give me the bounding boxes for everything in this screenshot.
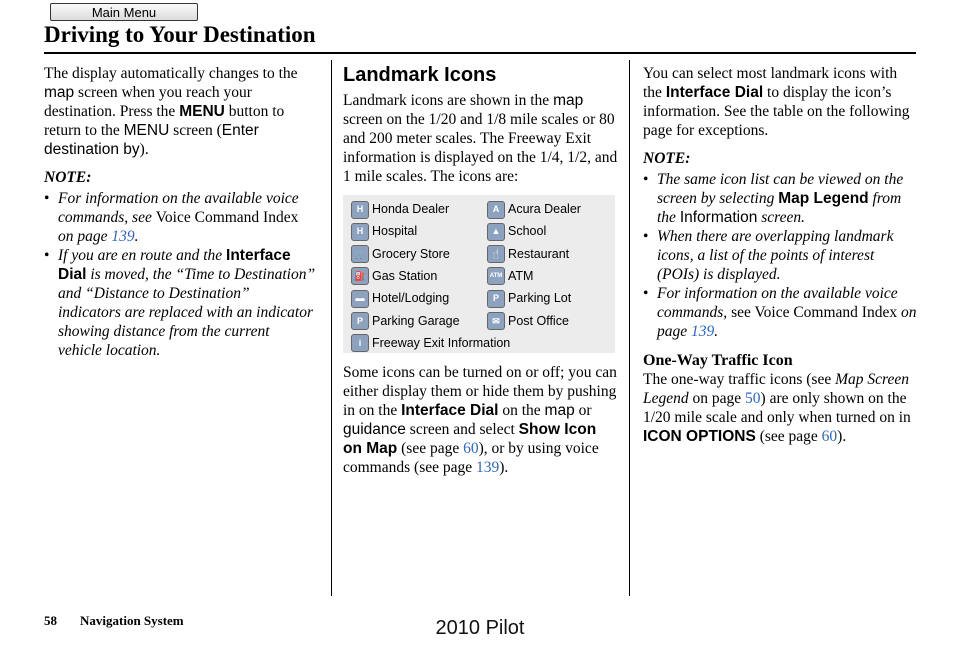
landmark-label: Grocery Store <box>372 246 450 261</box>
parking-garage-icon: P <box>351 312 369 330</box>
bed-icon: ▬ <box>351 290 369 308</box>
landmark-atm <box>487 267 533 286</box>
intro-paragraph: The display automatically changes to the map screen when you reach your destination. Press the MENU button to return to the MENU screen (Enter destination by). <box>44 65 298 158</box>
watermark: 2010 Pilot <box>435 617 525 639</box>
mailbox-icon: ✉ <box>487 312 505 330</box>
column-divider-left <box>331 60 332 596</box>
footer-label: Navigation System <box>80 613 184 628</box>
landmark-restaurant <box>487 245 569 264</box>
cart-icon: 🛒 <box>351 245 369 263</box>
page-link[interactable]: 139 <box>476 459 500 476</box>
honda-icon: H <box>351 201 369 219</box>
landmark-honda <box>351 200 449 219</box>
page-number: 58 <box>44 613 57 628</box>
one-way-traffic-heading: One-Way Traffic Icon <box>643 352 793 369</box>
landmark-school <box>487 222 546 241</box>
landmark-label: Freeway Exit Information <box>372 335 511 350</box>
title-rule <box>44 52 916 54</box>
gas-pump-icon: ⛽ <box>351 267 369 285</box>
note-item: • When there are overlapping landmark icons, a list of the points of interest (POIs) is displayed. <box>643 227 919 284</box>
landmark-bed <box>351 289 449 308</box>
note-heading: NOTE: <box>643 150 691 167</box>
note-heading: NOTE: <box>44 169 92 186</box>
acura-icon: A <box>487 201 505 219</box>
landmark-icon-legend <box>343 195 615 353</box>
landmark-hospital <box>351 222 417 241</box>
page-title: Driving to Your Destination <box>44 22 316 47</box>
landmark-parking <box>487 289 571 308</box>
one-way-traffic-paragraph: The one-way traffic icons (see Map Screen Legend on page 50) are only shown on the 1/20 mile scale and only when turned on in ICON OPTIONS (see page 60). <box>643 371 911 445</box>
landmark-acura <box>487 200 581 219</box>
landmark-info <box>351 334 510 353</box>
parking-icon: P <box>487 290 505 308</box>
landmark-parking-garage <box>351 312 460 331</box>
landmark-intro-paragraph: Landmark icons are shown in the map screen on the 1/20 and 1/8 mile scales or 80 and 200 meter scales. The Freeway Exit information is displayed on the 1/4, 1/2, and 1 mile scales. The icons are: <box>343 92 618 185</box>
main-menu-button[interactable]: Main Menu <box>50 3 198 21</box>
landmark-icons-heading: Landmark Icons <box>343 64 497 86</box>
landmark-label: School <box>508 224 547 239</box>
page-link[interactable]: 60 <box>463 440 479 457</box>
page-link[interactable]: 60 <box>821 428 838 445</box>
note-item: • For information on the available voice commands, see Voice Command Index on page 139. <box>643 284 919 341</box>
landmark-label: Hospital <box>372 224 418 239</box>
page-link[interactable]: 139 <box>111 228 135 245</box>
note-item: • The same icon list can be viewed on the screen by selecting Map Legend from the Information screen. <box>643 170 919 227</box>
note-item: • If you are en route and the Interface Dial is moved, the “Time to Destination” and “Distance to Destination” indicators are replaced with an indicator showing distance from the current vehicle location. <box>44 246 316 360</box>
landmark-label: Gas Station <box>372 268 438 283</box>
select-icons-paragraph: You can select most landmark icons with the Interface Dial to display the icon’s information. See the table on the following page for exceptions. <box>643 65 910 139</box>
page-link[interactable]: 139 <box>691 323 715 340</box>
landmark-label: Restaurant <box>508 246 570 261</box>
column-divider-right <box>629 60 630 596</box>
landmark-label: Parking Garage <box>372 313 460 328</box>
info-icon: i <box>351 334 369 352</box>
landmark-label: Acura Dealer <box>508 202 581 216</box>
note-list <box>643 170 919 341</box>
hospital-icon: H <box>351 223 369 241</box>
landmark-gas-pump <box>351 267 437 286</box>
page-link[interactable]: 50 <box>745 390 761 407</box>
atm-icon: ATM <box>487 267 505 285</box>
school-icon: ▲ <box>487 223 505 241</box>
landmark-cart <box>351 245 450 264</box>
landmark-label: ATM <box>508 268 534 283</box>
note-list <box>44 189 316 360</box>
restaurant-icon: 🍴 <box>487 245 505 263</box>
landmark-label: Honda Dealer <box>372 202 450 216</box>
landmark-label: Post Office <box>508 313 569 328</box>
left-column <box>44 64 316 360</box>
right-column <box>643 64 919 446</box>
landmark-mailbox <box>487 312 569 331</box>
icon-toggle-paragraph: Some icons can be turned on or off; you can either display them or hide them by pushing in on the Interface Dial on the map or guidance screen and select Show Icon on Map (see page 60), or by using voice commands (see page 139). <box>343 364 617 476</box>
middle-column <box>343 64 619 477</box>
landmark-label: Hotel/Lodging <box>372 291 450 306</box>
note-item: • For information on the available voice commands, see Voice Command Index on page 139. <box>44 189 316 246</box>
landmark-label: Parking Lot <box>508 291 572 306</box>
